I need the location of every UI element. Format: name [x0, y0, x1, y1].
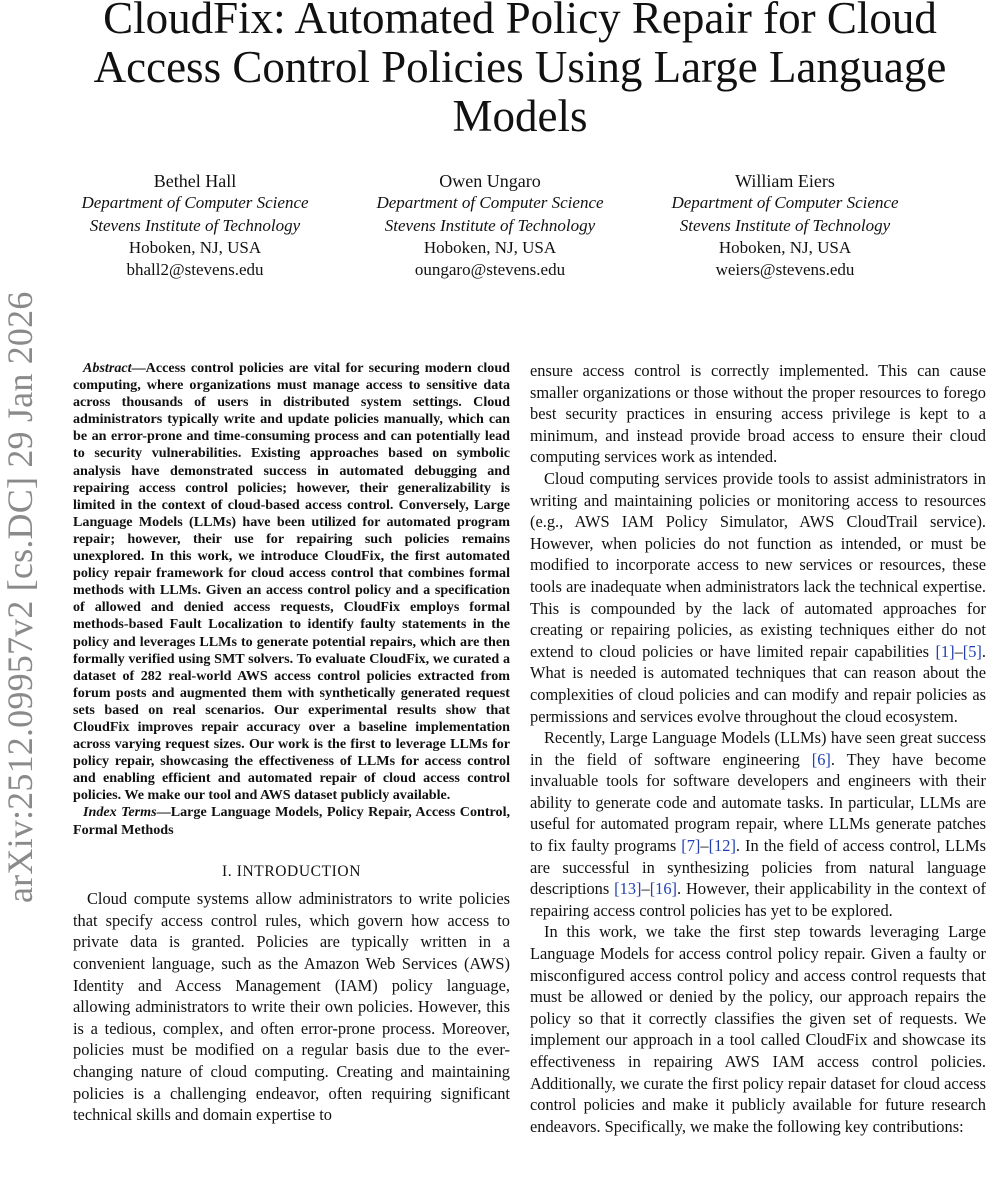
author-institution: Stevens Institute of Technology	[89, 215, 301, 235]
citation-link[interactable]: [1]	[935, 641, 955, 661]
author-name: William Eiers	[735, 171, 835, 191]
author-email[interactable]: bhall2@stevens.edu	[126, 260, 264, 280]
abstract-text: —Access control policies are vital for securing modern cloud computing, where organizations must manage access to sensitive data across thousands of users in distributed system settings. Cloud administrators typically write and update policies manually, which can be an error-prone and time-consuming process and can potentially lead to security vulnerabilities. Existing approaches based on symbolic analysis have demonstrated success in automated debugging and repairing access control policies; however, their generalizability is limited in the context of cloud-based access control. Conversely, Large Language Models (LLMs) have been utilized for automated program repair; however, their use for repairing such policies remains unexplored. In this work, we introduce CloudFix, the first automated policy repair framework for cloud access control that combines formal methods with LLMs. Given an access control policy and a specification of allowed and denied access requests, CloudFix employs formal methods-based Fault Localization to identify faulty statements in the policy and leverages LLMs to generate potential repairs, which are then formally verified using SMT solvers. To evaluate CloudFix, we curated a dataset of 282 real-world AWS access control policies extracted from forum posts and augmented them with synthetically generated request sets based on real scenarios. Our experimental results show that CloudFix improves repair accuracy over a baseline implementation across varying request sizes. Our work is the first to leverage LLMs for policy repair, showcasing the effectiveness of LLMs for access control and enabling efficient and automated repair of cloud access control policies. We make our tool and AWS dataset publicly available.	[73, 360, 510, 804]
paragraph-text: . However, their applicability in the context of repairing access control policies has yet to be explored.	[530, 879, 986, 920]
index-terms-text: —Large Language Models, Policy Repair, Access Control, Formal Methods	[73, 804, 511, 838]
author-institution: Stevens Institute of Technology	[679, 215, 891, 235]
author-2	[345, 170, 635, 281]
intro-paragraph-4	[530, 727, 986, 921]
right-column	[530, 360, 986, 1137]
author-location: Hoboken, NJ, USA	[128, 237, 262, 257]
citation-link[interactable]: [12]	[708, 836, 736, 856]
author-1	[50, 170, 340, 281]
paragraph-text: . They have become invaluable tools for software developers and engineers with their ability to generate code and automate tasks. In particular, LLMs are useful for automated program repair, where LLMs generate patches to fix faulty programs	[530, 749, 986, 856]
paragraph-text: . In the field of access control, LLMs are successful in synthesizing policies from natural language descriptions	[530, 836, 986, 899]
author-email[interactable]: oungaro@stevens.edu	[414, 260, 566, 280]
paragraph-text: . What is needed is automated techniques that can reason about the complexities of cloud policies and can modify and repair policies as permissions and services evolve throughout the cloud ecosystem.	[530, 641, 986, 726]
intro-paragraph-3	[530, 468, 986, 727]
author-name: Bethel Hall	[153, 171, 237, 191]
intro-paragraph-1: Cloud compute systems allow administrators to write policies that specify access control rules, which govern how access to private data is granted. Policies are typically written in a convenient language, such as the Amazon Web Services (AWS) Identity and Access Management (IAM) policy language, allowing administrators to write their own policies. However, this is a tedious, complex, and often error-prone process. Moreover, policies must be modified on a regular basis due to the ever-changing nature of cloud computing. Creating and maintaining policies is a challenging endeavor, often requiring significant technical skills and domain expertise to	[73, 889, 510, 1125]
citation-link[interactable]: [13]	[614, 879, 642, 899]
index-terms-lead: Index Terms	[83, 804, 157, 821]
paragraph-text: Cloud computing services provide tools to assist administrators in writing and maintaining policies or monitoring access to resources (e.g., AWS IAM Policy Simulator, AWS CloudTrail service). However, when policies do not function as intended, or must be modified to incorporate access to new services or resources, these tools are inadequate when administrators lack the technical expertise. This is compounded by the lack of automated approaches for creating or repairing policies, as existing techniques either do not extend to cloud policies or have limited repair capabilities	[530, 468, 986, 661]
left-column	[73, 360, 510, 1126]
author-institution: Stevens Institute of Technology	[384, 215, 596, 235]
author-3	[640, 170, 930, 281]
intro-paragraph-5: In this work, we take the first step towards leveraging Large Language Models for access control policy repair. Given a faulty or misconfigured access control policy and access control requests that must be allowed or denied by the policy, our approach repairs the policy so that it correctly classifies the given set of requests. We implement our approach in a tool called CloudFix and showcase its effectiveness in repairing AWS IAM access control policies. Additionally, we curate the first policy repair dataset for cloud access control policies and make it publicly available for future research endeavors. Specifically, we make the following key contributions:	[530, 922, 986, 1136]
paragraph-text: Recently, Large Language Models (LLMs) have seen great success in the field of software engineering	[530, 728, 986, 769]
citation-link[interactable]: [16]	[649, 879, 677, 899]
author-location: Hoboken, NJ, USA	[423, 237, 557, 257]
author-department: Department of Computer Science	[671, 193, 899, 213]
paper-title: CloudFix: Automated Policy Repair for Cloud Access Control Policies Using Large Language Models	[93, 0, 947, 141]
citation-link[interactable]: [5]	[962, 641, 982, 661]
abstract-lead: Abstract	[83, 360, 132, 376]
arxiv-identifier-stamp: arXiv:2512.09957v2 [cs.DC] 29 Jan 2026	[0, 291, 40, 903]
range-dash: –	[954, 641, 963, 661]
index-terms	[73, 804, 510, 838]
author-name: Owen Ungaro	[439, 171, 541, 191]
author-location: Hoboken, NJ, USA	[718, 237, 852, 257]
range-dash: –	[700, 836, 709, 856]
author-department: Department of Computer Science	[376, 193, 604, 213]
citation-link[interactable]: [7]	[681, 836, 701, 856]
citation-link[interactable]: [6]	[811, 749, 831, 769]
intro-paragraph-2: ensure access control is correctly implemented. This can cause smaller organizations or those without the proper resources to forego best security practices in ensuring access privilege is kept to a minimum, and instead provide broad access to ensure their cloud computing services work as intended.	[530, 361, 986, 467]
author-department: Department of Computer Science	[81, 193, 309, 213]
section-heading-introduction: I. INTRODUCTION	[221, 862, 361, 880]
range-dash: –	[641, 879, 650, 899]
abstract	[73, 360, 510, 804]
author-email[interactable]: weiers@stevens.edu	[715, 260, 855, 280]
